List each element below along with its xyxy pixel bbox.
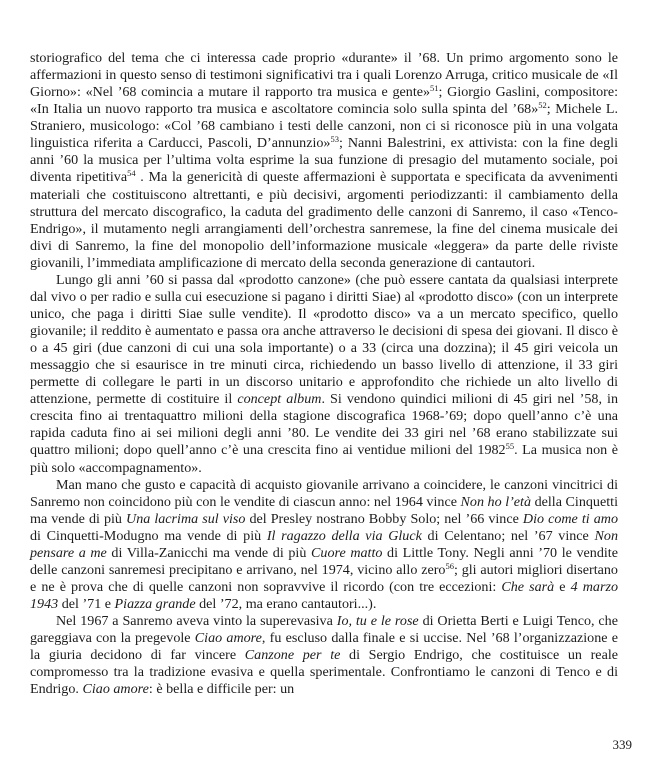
text-run: Nel 1967 a Sanremo aveva vinto la superevasiva bbox=[56, 613, 337, 630]
paragraph bbox=[30, 272, 618, 477]
italic-title: Ciao amore bbox=[82, 681, 149, 698]
italic-title: Canzone per te bbox=[244, 647, 341, 664]
text-column bbox=[30, 50, 618, 698]
text-run: del Presley nostrano Bobby Solo; nel ’66 vince bbox=[245, 510, 523, 527]
text-run: di Little Tony. Negli anni ’70 le vendite delle canzoni sanremesi precipitano e arrivano, nel 1974, vicino allo zero bbox=[30, 544, 618, 578]
footnote-marker: 52 bbox=[538, 100, 547, 111]
italic-title: concept album bbox=[237, 391, 322, 408]
italic-title: Dio come ti amo bbox=[522, 510, 618, 527]
text-run: di Celentano; nel ’67 vince bbox=[421, 527, 595, 544]
text-run: e bbox=[554, 578, 571, 595]
text-run: del ’72, ma erano cantautori...). bbox=[195, 596, 377, 612]
text-run: ; Giorgio Gaslini, compositore: «In Italia un nuovo rapporto tra musica e ascoltatore comincia solo sulla spinta del ’68» bbox=[30, 84, 618, 118]
italic-title: Non ho l’età bbox=[460, 493, 532, 510]
text-run: ; Michele L. Straniero, musicologo: «Col ’68 cambiano i testi delle canzoni, non ci si riconosce più in una volgata linguistica riferita a Carducci, Pascoli, D’annunzio» bbox=[30, 101, 618, 152]
italic-title: Ciao amore bbox=[194, 630, 262, 647]
italic-title: 4 marzo 1943 bbox=[30, 578, 618, 612]
text-run: di Orietta Berti e Luigi Tenco, che gareggiava con la pregevole bbox=[30, 613, 618, 647]
text-run: di Sergio Endrigo, che costituisce un reale compromesso tra la tradizione evasiva e quella sperimentale. Confrontiamo le canzoni di Tenco e di Endrigo. bbox=[30, 647, 618, 698]
text-run: ; gli autori migliori disertano e ne è prova che di quelle canzoni non sopravvive il ricordo (con tre eccezioni: bbox=[30, 561, 618, 595]
text-run: : è bella e difficile per: un bbox=[148, 681, 295, 698]
text-run: di Cinquetti-Modugno ma vende di più bbox=[30, 527, 267, 544]
page-number: 339 bbox=[612, 737, 632, 752]
text-run: Lungo gli anni ’60 si passa dal «prodotto canzone» (che può essere cantata da qualsiasi interprete dal vivo o per radio e sulla cui esecuzione si pagano i diritti Siae) al «prodotto disco» (con un interprete unico, che paga i diritti Siae sulle vendite). Il «prodotto disco» va a un mercato specifico, quello giovanile; il reddito è aumentato e passa ora anche attraverso le decisioni di spesa dei giovani. Il disco è o a 45 giri (due canzoni di cui una sola importante) o a 33 (circa una dozzina); il 45 giri veicola un messaggio che si esaurisce in tre minuti circa, richiedendo un basso livello di attenzione, il 33 giri permette di collegare le parti in un discorso unitario e approfondito che richiede un alto livello di attenzione, permette di costituire il bbox=[30, 271, 618, 408]
text-run: della Cinquetti ma vende di più bbox=[30, 493, 618, 527]
paragraph bbox=[30, 50, 618, 272]
footnote-marker: 51 bbox=[430, 83, 439, 94]
text-run: , fu escluso dalla finale e si uccise. Nel ’68 l’organizzazione e la giuria decidono di far vincere bbox=[30, 630, 618, 664]
italic-title: Io, tu e le rose bbox=[336, 613, 419, 630]
footnote-marker: 56 bbox=[445, 560, 454, 571]
text-run: ; Nanni Balestrini, ex attivista: con la fine degli anni ’60 la musica per l’ultima volta esprime la sua funzione di presagio del mutamento sociale, poi diventa ripetitiva bbox=[30, 135, 618, 186]
paragraph bbox=[30, 477, 618, 614]
italic-title: Una lacrima sul viso bbox=[126, 510, 246, 527]
italic-title: Non pensare a me bbox=[30, 527, 618, 561]
italic-title: Che sarà bbox=[501, 578, 555, 595]
text-run: del ’71 e bbox=[58, 596, 115, 612]
footnote-marker: 54 bbox=[127, 168, 136, 179]
text-run: . Si vendono quindici milioni di 45 giri nel ’58, in crescita fino ai trentaquattro milioni della stagione discografica 1968-’69; dopo quell’anno c’è una rapida caduta fino ai sei milioni degli anni ’80. Le vendite dei 33 giri nel ’68 erano stabilizzate sui quattro milioni; dopo quell’anno c’è una crescita fino ai ventidue milioni del 1982 bbox=[30, 391, 619, 459]
text-run: . La musica non è più solo «accompagnamento». bbox=[30, 442, 618, 476]
text-run: di Villa-Zanicchi ma vende di più bbox=[106, 544, 311, 561]
text-run: Man mano che gusto e capacità di acquisto giovanile arrivano a coincidere, le canzoni vincitrici di Sanremo non coincidono più con le vendite di ciascun anno: nel 1964 vince bbox=[30, 476, 618, 510]
text-run: . Ma la genericità di queste affermazioni è supportata e specificata da avvenimenti materiali che costituiscono altrettanti, e più decisivi, argomenti periodizzanti: il cambiamento della struttura del mercato discografico, la caduta del gradimento delle canzoni di Sanremo, il caso «Tenco-Endrigo», il mutamento negli arrangiamenti dell’orchestra sanremese, la fine del cinema musicale dei divi di Sanremo, la fine del monopolio dell’informazione musicale «leggera» da parte delle riviste giovanili, l’immediata amplificazione di mercato della seconda generazione di cantautori. bbox=[30, 169, 618, 271]
footnote-marker: 53 bbox=[330, 134, 339, 145]
footnote-marker: 55 bbox=[505, 441, 515, 452]
italic-title: Piazza grande bbox=[114, 596, 196, 612]
italic-title: Cuore matto bbox=[311, 544, 383, 561]
paragraph bbox=[30, 613, 618, 698]
text-run: storiografico del tema che ci interessa cade proprio «durante» il ’68. Un primo argomento sono le affermazioni in questo senso di testimoni significativi tra i quali Lorenzo Arruga, critico musicale de «Il Giorno»: «Nel ’68 comincia a mutare il rapporto tra musica e gente» bbox=[30, 50, 618, 101]
italic-title: Il ragazzo della via Gluck bbox=[266, 527, 422, 544]
